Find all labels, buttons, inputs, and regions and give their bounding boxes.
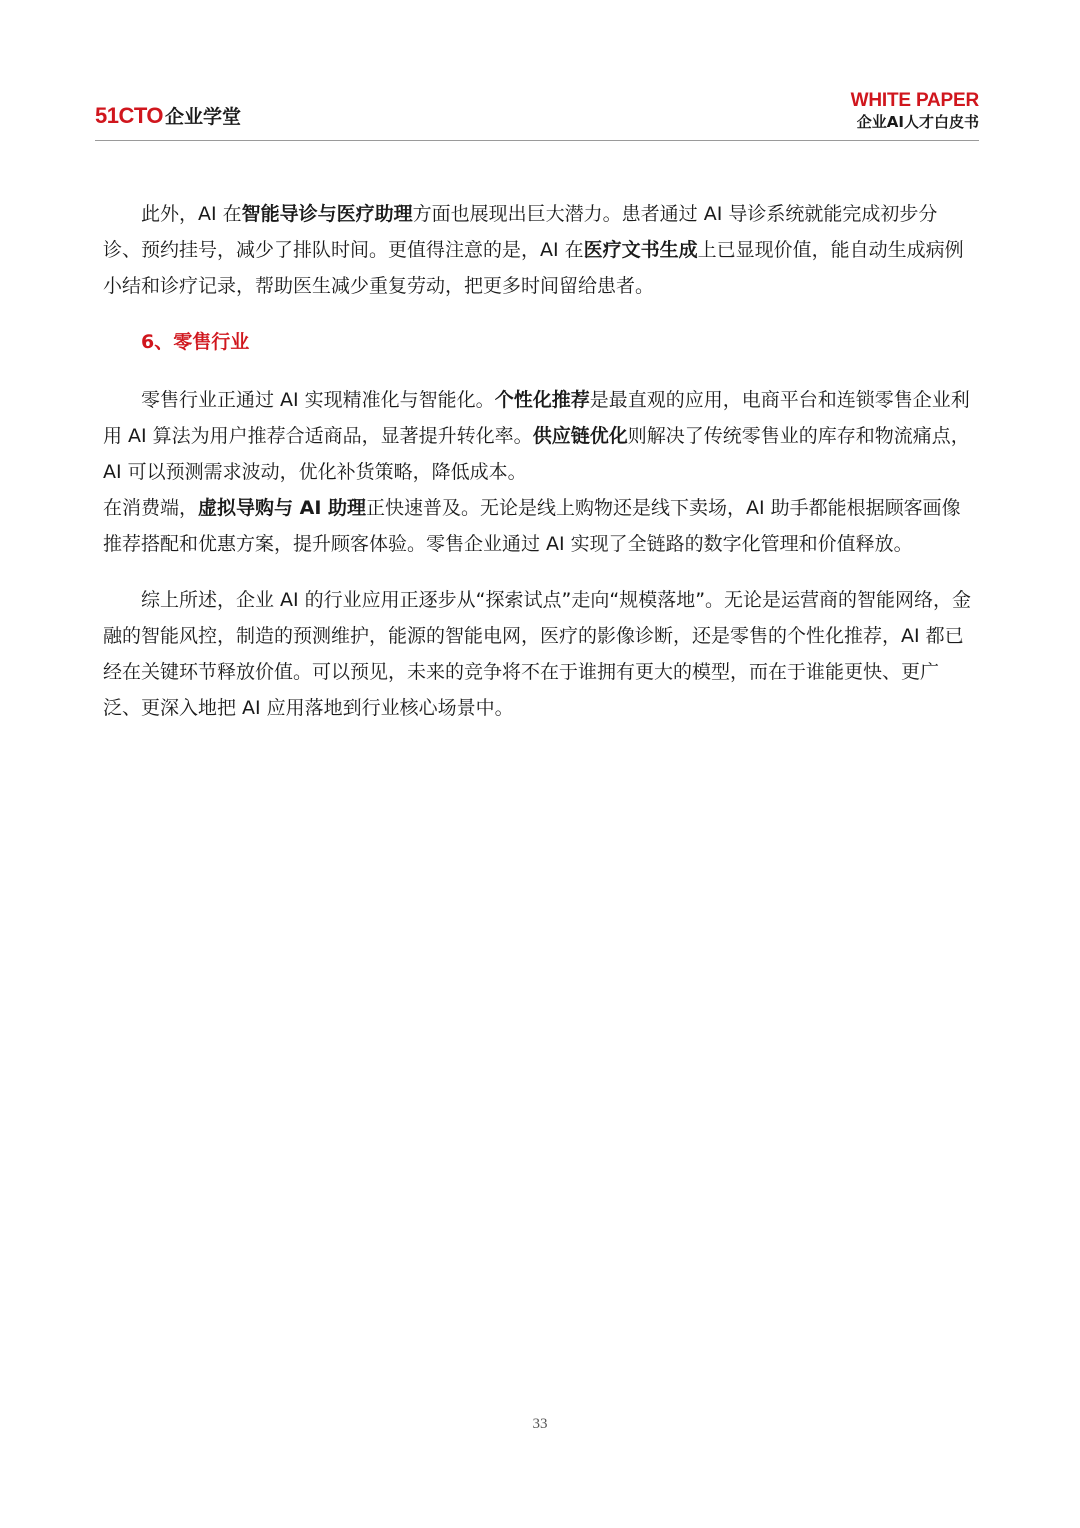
page-header bbox=[95, 88, 979, 141]
section-heading: 6、零售行业 bbox=[141, 331, 250, 353]
paragraph-summary: 综上所述，企业 AI 的行业应用正逐步从“探索试点”走向“规模落地”。无论是运营商的智能网络，金融的智能风控，制造的预测维护，能源的智能电网，医疗的影像诊断，还是零售的个性化推荐，AI 都已经在关键环节释放价值。可以预见，未来的竞争将不在于谁拥有更大的模型，而在于谁能更快、更广泛、更深入地把 AI 应用落地到行业核心场景中。 bbox=[103, 589, 972, 719]
bold-term: 医疗文书生成 bbox=[583, 239, 698, 261]
text-span: 上已显现价值，能自动生成病例小结和诊疗记录，帮助医生减少重复劳动，把更多时间留给患者。 bbox=[103, 239, 964, 297]
paragraph-medical bbox=[103, 196, 975, 304]
text-span: 在消费端， bbox=[103, 497, 199, 519]
logo-name: 企业学堂 bbox=[165, 106, 242, 128]
page-number: 33 bbox=[532, 1416, 548, 1432]
text-span: 正快速普及。无论是线上购物还是线下卖场，AI 助手都能根据顾客画像推荐搭配和优惠方案，提升顾客体验。零售企业通过 AI 实现了全链路的数字化管理和价值释放。 bbox=[103, 497, 961, 555]
paragraph-retail bbox=[103, 382, 975, 490]
header-title-block bbox=[851, 90, 979, 132]
bold-term: 供应链优化 bbox=[532, 425, 628, 447]
text-span: 零售行业正通过 AI 实现精准化与智能化。 bbox=[141, 389, 495, 411]
bold-term: 个性化推荐 bbox=[494, 389, 590, 411]
text-span: 方面也展现出巨大潜力。患者通过 AI 导诊系统就能完成初步分诊、预约挂号，减少了排队时间。更值得注意的是，AI 在 bbox=[103, 203, 938, 261]
logo bbox=[95, 102, 241, 129]
header-subtitle: 企业AI人才白皮书 bbox=[856, 113, 979, 131]
paragraph-consumer bbox=[103, 490, 975, 562]
page-content bbox=[103, 196, 975, 726]
bold-term: 智能导诊与医疗助理 bbox=[241, 203, 413, 225]
text-span: 则解决了传统零售业的库存和物流痛点，AI 可以预测需求波动，优化补货策略，降低成本。 bbox=[103, 425, 970, 483]
text-span: 此外，AI 在 bbox=[141, 203, 242, 225]
logo-brand: 51CTO bbox=[95, 103, 164, 128]
bold-term: 虚拟导购与 AI 助理 bbox=[198, 497, 367, 519]
header-title: WHITE PAPER bbox=[850, 90, 979, 111]
text-span: 是最直观的应用，电商平台和连锁零售企业利用 AI 算法为用户推荐合适商品，显著提升转化率。 bbox=[103, 389, 970, 447]
